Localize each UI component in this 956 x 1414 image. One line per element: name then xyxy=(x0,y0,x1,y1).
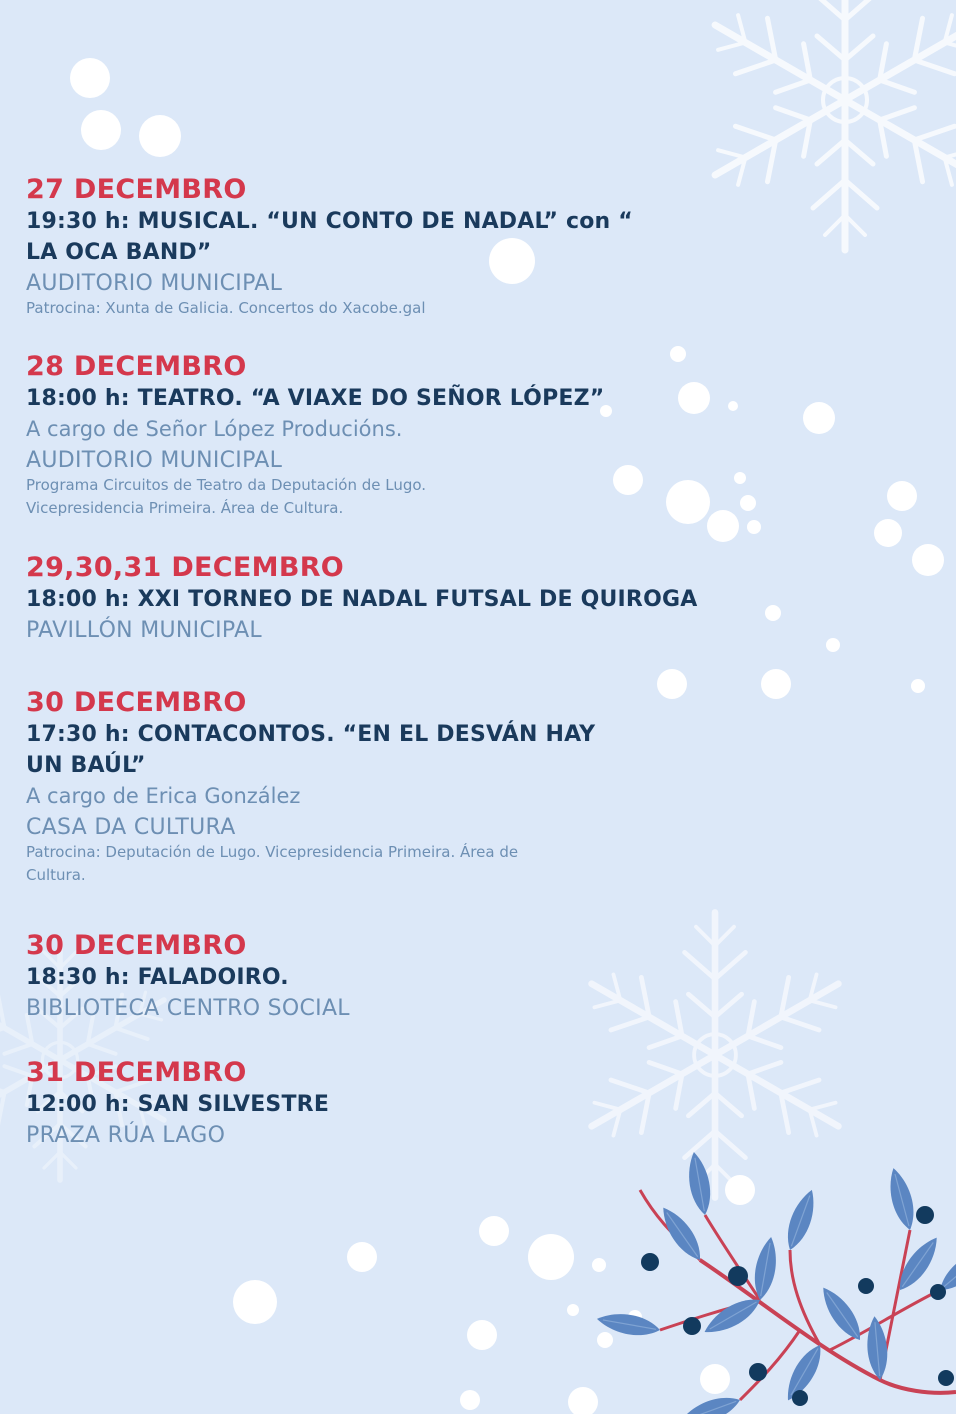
event-date: 28 DECEMBRO xyxy=(26,351,247,382)
event-title: 12:00 h: SAN SILVESTRE xyxy=(26,1092,330,1117)
event-30-decembro-contacontos xyxy=(26,687,726,887)
event-30-decembro-faladoiro xyxy=(26,930,726,1024)
event-organizer: A cargo de Erica González xyxy=(26,784,301,808)
event-date: 30 DECEMBRO xyxy=(26,687,247,718)
event-title: 17:30 h: CONTACONTOS. “EN EL DESVÁN HAY xyxy=(26,722,596,747)
event-title-continued: UN BAÚL” xyxy=(26,753,146,778)
event-venue: AUDITORIO MUNICIPAL xyxy=(26,448,283,473)
event-venue: AUDITORIO MUNICIPAL xyxy=(26,271,283,296)
event-venue: CASA DA CULTURA xyxy=(26,815,236,840)
event-sponsor-note: Patrocina: Xunta de Galicia. Concertos do Xacobe.gal xyxy=(26,299,426,317)
event-29-31-decembro xyxy=(26,552,726,646)
event-date: 29,30,31 DECEMBRO xyxy=(26,552,345,583)
event-31-decembro xyxy=(26,1057,726,1151)
event-sponsor-note: Patrocina: Deputación de Lugo. Vicepresidencia Primeira. Área de xyxy=(26,843,519,861)
event-sponsor-note-continued: Vicepresidencia Primeira. Área de Cultura. xyxy=(26,499,344,517)
event-title: 18:00 h: XXI TORNEO DE NADAL FUTSAL DE QUIROGA xyxy=(26,587,698,612)
event-sponsor-note-continued: Cultura. xyxy=(26,866,86,884)
event-venue: PRAZA RÚA LAGO xyxy=(26,1123,226,1148)
event-date: 31 DECEMBRO xyxy=(26,1057,247,1088)
event-28-decembro xyxy=(26,351,726,520)
snowflake-icon xyxy=(699,0,956,250)
event-date: 27 DECEMBRO xyxy=(26,174,247,205)
event-sponsor-note: Programa Circuitos de Teatro da Deputación de Lugo. xyxy=(26,476,427,494)
event-27-decembro xyxy=(26,174,726,320)
event-title: 18:00 h: TEATRO. “A VIAXE DO SEÑOR LÓPEZ” xyxy=(26,386,605,411)
event-title-continued: LA OCA BAND” xyxy=(26,240,212,265)
event-venue: BIBLIOTECA CENTRO SOCIAL xyxy=(26,996,350,1021)
event-date: 30 DECEMBRO xyxy=(26,930,247,961)
event-venue: PAVILLÓN MUNICIPAL xyxy=(26,618,262,643)
event-title: 19:30 h: MUSICAL. “UN CONTO DE NADAL” con “ xyxy=(26,209,633,234)
event-organizer: A cargo de Señor López Producións. xyxy=(26,417,403,441)
leafy-branch-icon xyxy=(595,1150,956,1414)
event-title: 18:30 h: FALADOIRO. xyxy=(26,965,289,990)
